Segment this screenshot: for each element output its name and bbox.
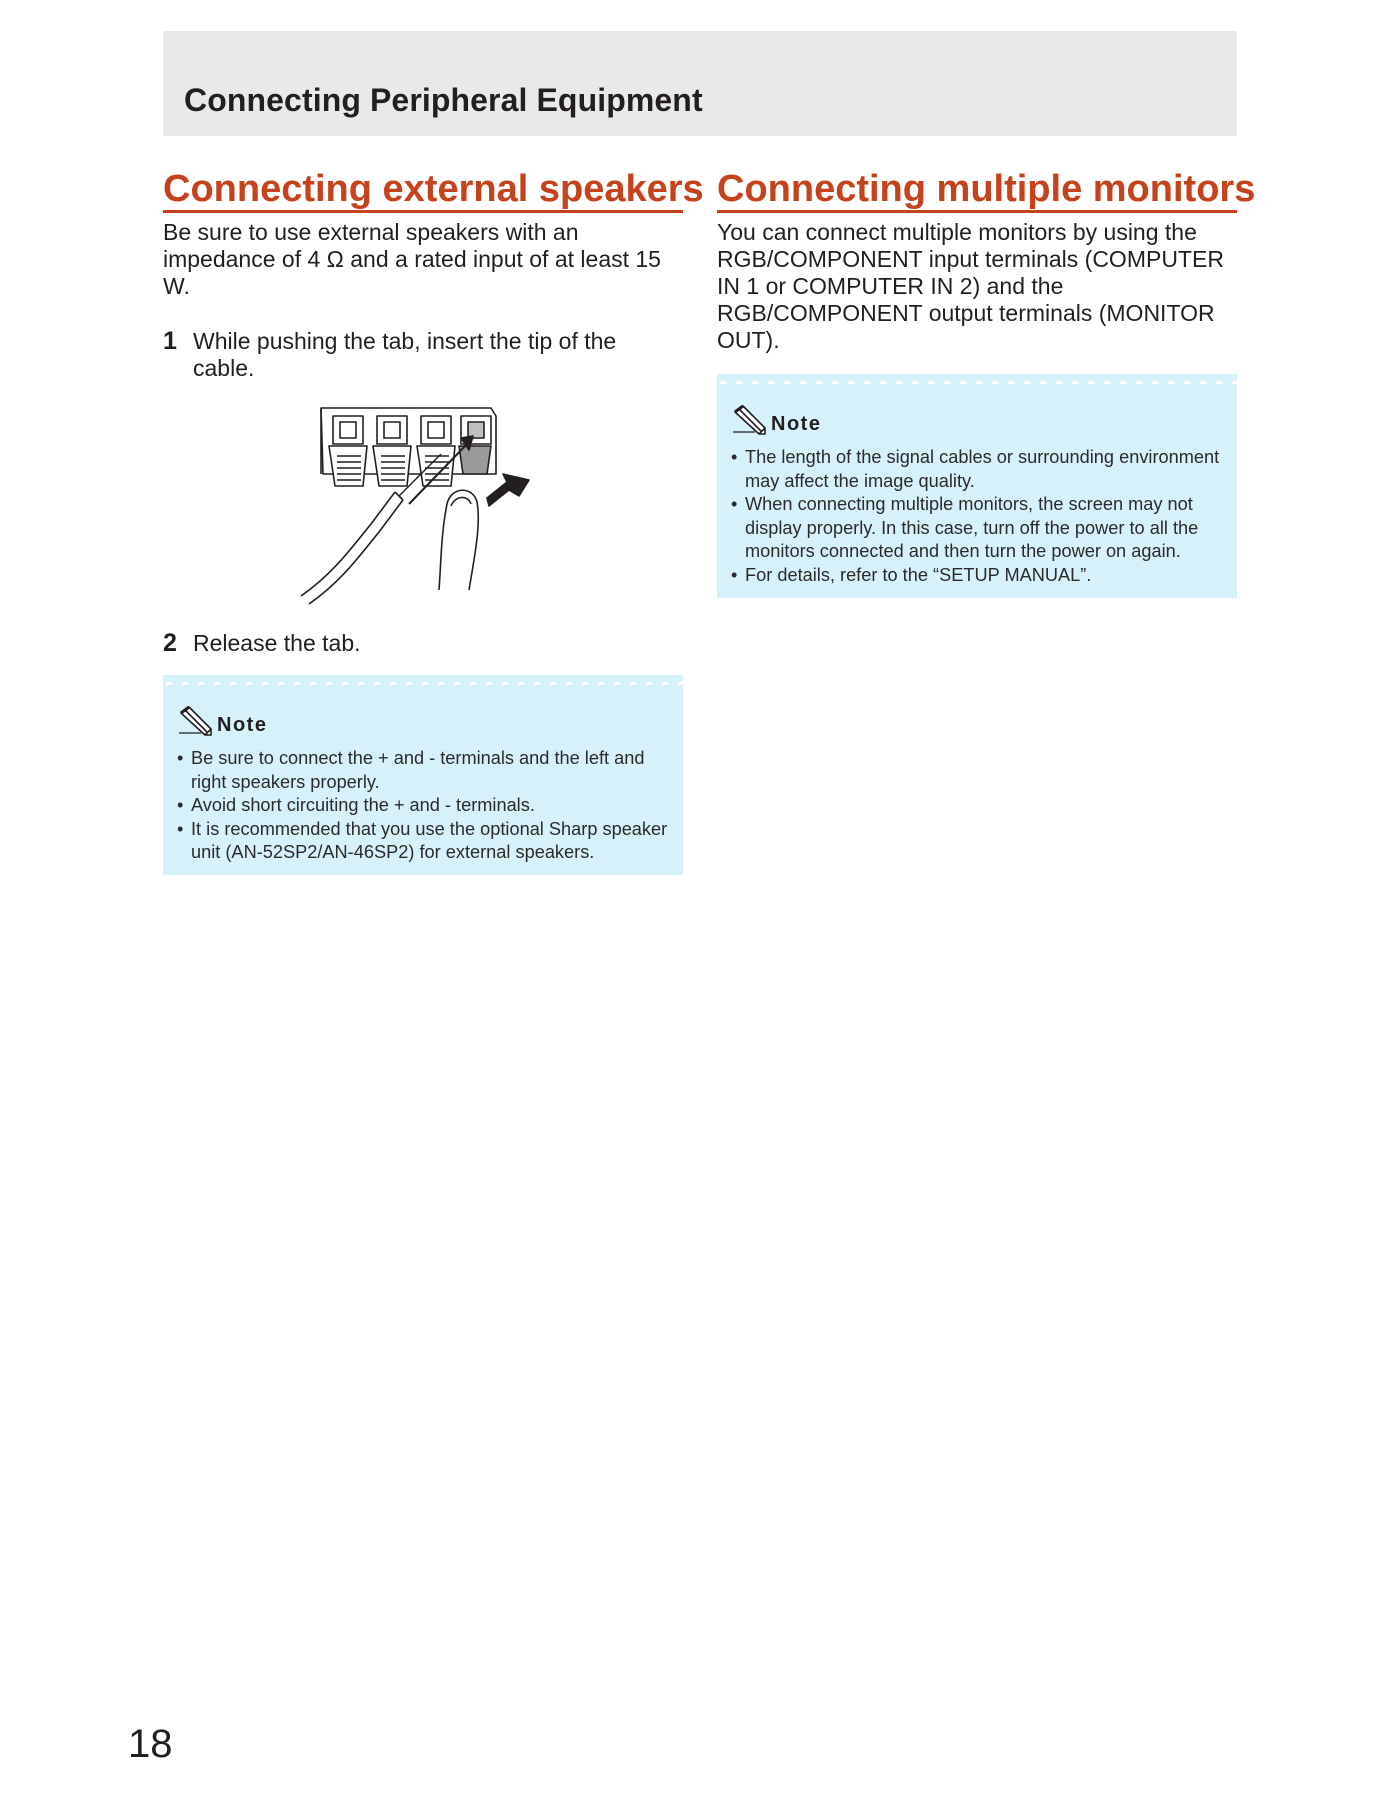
note-item: • Avoid short circuiting the + and - terminals.: [177, 794, 671, 818]
note-item: • For details, refer to the “SETUP MANUAL”.: [731, 564, 1225, 588]
note-list: [177, 747, 671, 865]
step-1: [163, 328, 683, 382]
note-item: • It is recommended that you use the optional Sharp speaker unit (AN-52SP2/AN-46SP2) for external speakers.: [177, 818, 671, 865]
left-column: [163, 168, 704, 875]
right-column: [717, 168, 1256, 598]
note-header: [731, 400, 1225, 436]
pencil-note-icon: [731, 402, 769, 436]
page-header-title: Connecting Peripheral Equipment: [184, 82, 703, 118]
note-border-decoration: [163, 675, 683, 685]
note-list: [731, 446, 1225, 588]
page-number: 18: [128, 1722, 173, 1766]
monitors-intro: You can connect multiple monitors by using the RGB/COMPONENT input terminals (COMPUTER IN 1 or COMPUTER IN 2) and the RGB/COMPONENT output terminals (MONITOR OUT).: [717, 219, 1224, 353]
terminal-insert-diagram-icon: [291, 394, 541, 614]
note-item: • Be sure to connect the + and - terminals and the left and right speakers properly.: [177, 747, 671, 794]
step-number: 2: [163, 629, 177, 657]
note-label: Note: [771, 413, 822, 435]
header-band: [163, 31, 1237, 136]
speaker-terminal-illustration: [291, 394, 541, 614]
note-border-decoration: [717, 374, 1237, 384]
note-item: • The length of the signal cables or surrounding environment may affect the image quality.: [731, 446, 1225, 493]
step-number: 1: [163, 327, 177, 355]
note-label: Note: [217, 714, 268, 736]
speakers-intro: Be sure to use external speakers with an impedance of 4 Ω and a rated input of at least 15 W.: [163, 219, 661, 299]
section-title-speakers: Connecting external speakers: [163, 168, 683, 213]
step-text: Release the tab.: [193, 630, 361, 656]
section-title-monitors: Connecting multiple monitors: [717, 168, 1237, 213]
step-2: [163, 630, 683, 657]
step-text: While pushing the tab, insert the tip of the cable.: [193, 328, 617, 381]
pencil-note-icon: [177, 703, 215, 737]
note-header: [177, 701, 671, 737]
note-box-monitors: [717, 374, 1237, 598]
note-item: • When connecting multiple monitors, the screen may not display properly. In this case, turn off the power to all the monitors connected and then turn the power on again.: [731, 493, 1225, 564]
note-box-speakers: [163, 675, 683, 875]
